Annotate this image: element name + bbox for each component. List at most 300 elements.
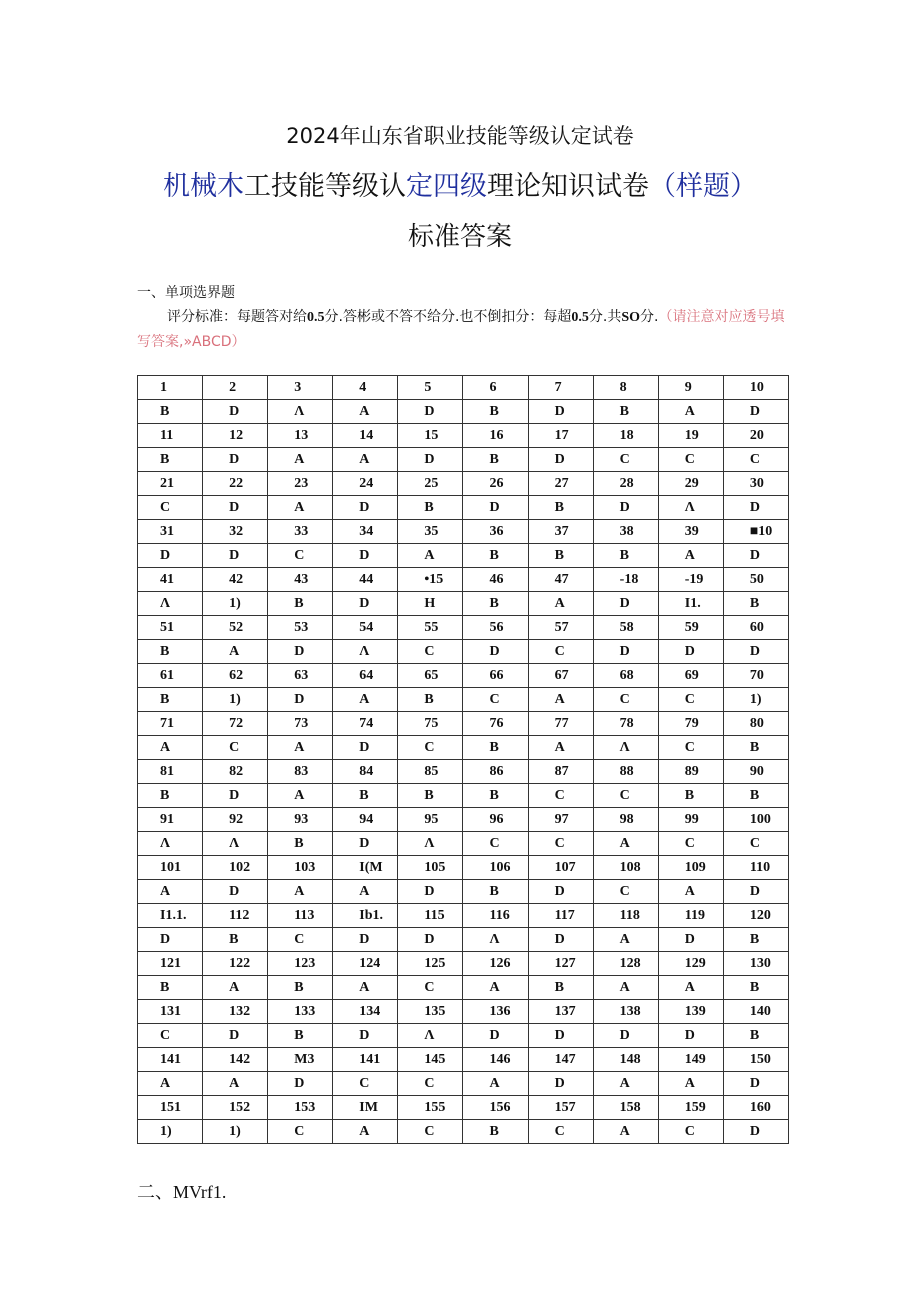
question-number-row <box>138 616 789 640</box>
answer-cell: D <box>398 448 463 472</box>
answer-cell: D <box>528 880 593 904</box>
answer-cell: D <box>723 880 788 904</box>
question-number-cell: 10 <box>723 376 788 400</box>
question-number-cell: 109 <box>658 856 723 880</box>
question-number-cell: 112 <box>203 904 268 928</box>
paper-title-part: 工技能等级认 <box>244 171 406 202</box>
scoring-rule <box>137 305 789 354</box>
answer-row <box>138 976 789 1000</box>
answer-cell: B <box>398 496 463 520</box>
answer-cell: D <box>333 592 398 616</box>
answer-cell: B <box>463 400 528 424</box>
question-number-cell: 56 <box>463 616 528 640</box>
question-number-cell: 33 <box>268 520 333 544</box>
answer-cell: D <box>138 544 203 568</box>
question-number-cell: 60 <box>723 616 788 640</box>
question-number-cell: 4 <box>333 376 398 400</box>
question-number-cell: 35 <box>398 520 463 544</box>
answer-cell: B <box>398 688 463 712</box>
question-number-cell: 16 <box>463 424 528 448</box>
answer-cell: C <box>268 544 333 568</box>
question-number-cell: 61 <box>138 664 203 688</box>
answer-row <box>138 736 789 760</box>
question-number-cell: 102 <box>203 856 268 880</box>
answer-row <box>138 448 789 472</box>
question-number-cell: 133 <box>268 1000 333 1024</box>
question-number-cell: 93 <box>268 808 333 832</box>
answer-cell: A <box>658 1072 723 1096</box>
question-number-cell: 41 <box>138 568 203 592</box>
answer-row <box>138 400 789 424</box>
question-number-cell: 94 <box>333 808 398 832</box>
question-number-cell: M3 <box>268 1048 333 1072</box>
question-number-cell: 160 <box>723 1096 788 1120</box>
question-number-cell: 110 <box>723 856 788 880</box>
question-number-cell: 2 <box>203 376 268 400</box>
answer-cell: D <box>723 544 788 568</box>
rule-text: 分.答彬或不答不给分.也不倒扣分：每超 <box>324 309 572 325</box>
answer-row <box>138 880 789 904</box>
answer-cell: D <box>333 736 398 760</box>
question-number-cell: 89 <box>658 760 723 784</box>
answer-cell: C <box>658 832 723 856</box>
answer-cell: A <box>333 1120 398 1144</box>
answer-cell: C <box>723 832 788 856</box>
answer-cell: D <box>463 640 528 664</box>
answer-cell: C <box>398 976 463 1000</box>
answer-cell: A <box>268 496 333 520</box>
answer-cell: B <box>463 592 528 616</box>
question-number-cell: 30 <box>723 472 788 496</box>
question-number-cell: 71 <box>138 712 203 736</box>
question-number-cell: 55 <box>398 616 463 640</box>
answer-cell: D <box>203 784 268 808</box>
question-number-cell: 108 <box>593 856 658 880</box>
question-number-cell: 149 <box>658 1048 723 1072</box>
question-number-cell: 128 <box>593 952 658 976</box>
answer-cell: Λ <box>333 640 398 664</box>
answer-cell: C <box>398 640 463 664</box>
answer-cell: D <box>658 640 723 664</box>
question-number-cell: 117 <box>528 904 593 928</box>
question-number-cell: 28 <box>593 472 658 496</box>
paper-title-part: 机械木 <box>163 171 244 202</box>
answer-cell: A <box>203 640 268 664</box>
question-number-row <box>138 664 789 688</box>
question-number-cell: 90 <box>723 760 788 784</box>
question-number-cell: 11 <box>138 424 203 448</box>
question-number-cell: 72 <box>203 712 268 736</box>
question-number-cell: 155 <box>398 1096 463 1120</box>
answer-cell: B <box>268 592 333 616</box>
question-number-cell: 7 <box>528 376 593 400</box>
answer-cell: A <box>333 880 398 904</box>
question-number-cell: 62 <box>203 664 268 688</box>
question-number-cell: 59 <box>658 616 723 640</box>
answer-cell: A <box>658 400 723 424</box>
question-number-cell: 76 <box>463 712 528 736</box>
question-number-cell: 69 <box>658 664 723 688</box>
answer-cell: B <box>268 976 333 1000</box>
answer-cell: D <box>203 544 268 568</box>
answer-cell: D <box>528 928 593 952</box>
question-number-cell: 29 <box>658 472 723 496</box>
answer-cell: A <box>138 736 203 760</box>
section2-heading: 二、MVrf1. <box>137 1182 227 1202</box>
question-number-row <box>138 1048 789 1072</box>
rule-number: 0.5 <box>307 310 325 325</box>
question-number-cell: 65 <box>398 664 463 688</box>
answer-cell: D <box>268 688 333 712</box>
rule-note: （请注意对应透号填写答案,»ABCD） <box>137 309 785 350</box>
answer-cell: Λ <box>138 832 203 856</box>
question-number-cell: 126 <box>463 952 528 976</box>
answer-row <box>138 832 789 856</box>
question-number-cell: 99 <box>658 808 723 832</box>
answer-cell: D <box>593 640 658 664</box>
answer-cell: B <box>463 784 528 808</box>
answer-cell: C <box>398 1120 463 1144</box>
question-number-cell: 148 <box>593 1048 658 1072</box>
answer-cell: B <box>463 544 528 568</box>
answer-cell: C <box>268 1120 333 1144</box>
answer-cell: A <box>333 448 398 472</box>
answer-cell: H <box>398 592 463 616</box>
question-number-cell: 36 <box>463 520 528 544</box>
answer-cell: C <box>658 736 723 760</box>
question-number-row <box>138 904 789 928</box>
answer-cell: D <box>268 1072 333 1096</box>
question-number-cell: 68 <box>593 664 658 688</box>
question-number-cell: 157 <box>528 1096 593 1120</box>
answer-cell: D <box>593 496 658 520</box>
answer-cell: D <box>723 1072 788 1096</box>
question-number-row <box>138 712 789 736</box>
question-number-cell: 85 <box>398 760 463 784</box>
answer-cell: C <box>658 448 723 472</box>
question-number-row <box>138 376 789 400</box>
question-number-row <box>138 1000 789 1024</box>
answer-cell: D <box>203 880 268 904</box>
answer-cell: A <box>268 736 333 760</box>
answer-cell: A <box>138 880 203 904</box>
question-number-cell: 12 <box>203 424 268 448</box>
question-number-cell: 95 <box>398 808 463 832</box>
answer-cell: 1) <box>203 688 268 712</box>
question-number-cell: 17 <box>528 424 593 448</box>
question-number-cell: ■10 <box>723 520 788 544</box>
answer-cell: A <box>593 928 658 952</box>
answer-cell: D <box>203 1024 268 1048</box>
paper-title-part: 定四级 <box>406 171 487 202</box>
question-number-cell: 145 <box>398 1048 463 1072</box>
question-number-cell: 91 <box>138 808 203 832</box>
question-number-cell: 97 <box>528 808 593 832</box>
answer-cell: D <box>658 1024 723 1048</box>
answer-cell: A <box>658 976 723 1000</box>
question-number-row <box>138 856 789 880</box>
answer-cell: D <box>203 496 268 520</box>
answer-cell: B <box>333 784 398 808</box>
answer-cell: B <box>723 736 788 760</box>
answer-row <box>138 544 789 568</box>
question-number-cell: 42 <box>203 568 268 592</box>
answer-cell: C <box>528 832 593 856</box>
answer-cell: A <box>203 1072 268 1096</box>
question-number-cell: 31 <box>138 520 203 544</box>
question-number-cell: -19 <box>658 568 723 592</box>
question-number-cell: 125 <box>398 952 463 976</box>
question-number-cell: 58 <box>593 616 658 640</box>
answer-row <box>138 592 789 616</box>
question-number-cell: 14 <box>333 424 398 448</box>
answer-cell: B <box>463 880 528 904</box>
question-number-row <box>138 568 789 592</box>
answer-row <box>138 640 789 664</box>
question-number-cell: 92 <box>203 808 268 832</box>
answer-cell: D <box>593 1024 658 1048</box>
answer-cell: D <box>333 496 398 520</box>
answer-cell: A <box>333 400 398 424</box>
answer-cell: A <box>203 976 268 1000</box>
question-number-cell: 6 <box>463 376 528 400</box>
answer-cell: B <box>138 976 203 1000</box>
question-number-cell: 74 <box>333 712 398 736</box>
answer-cell: B <box>138 688 203 712</box>
answer-cell: D <box>723 496 788 520</box>
question-number-cell: 136 <box>463 1000 528 1024</box>
question-number-cell: 66 <box>463 664 528 688</box>
answer-cell: Λ <box>268 400 333 424</box>
answer-cell: D <box>723 640 788 664</box>
answer-cell: B <box>203 928 268 952</box>
paper-title-part: 理论知识试卷 <box>487 171 649 202</box>
question-number-cell: I(M <box>333 856 398 880</box>
answer-cell: 1) <box>723 688 788 712</box>
answer-cell: B <box>528 496 593 520</box>
answer-cell: B <box>593 544 658 568</box>
answer-cell: D <box>398 880 463 904</box>
answer-row <box>138 1120 789 1144</box>
answer-cell: A <box>658 544 723 568</box>
answer-cell: D <box>138 928 203 952</box>
answer-cell: D <box>658 928 723 952</box>
answer-cell: C <box>723 448 788 472</box>
answer-cell: D <box>528 1072 593 1096</box>
question-number-cell: 84 <box>333 760 398 784</box>
answer-cell: A <box>593 1120 658 1144</box>
question-number-cell: 141 <box>138 1048 203 1072</box>
question-number-cell: 86 <box>463 760 528 784</box>
answer-cell: A <box>593 1072 658 1096</box>
question-number-cell: 113 <box>268 904 333 928</box>
answer-cell: B <box>723 928 788 952</box>
answer-cell: I1. <box>658 592 723 616</box>
rule-number: 0.5 <box>571 310 589 325</box>
answer-row <box>138 688 789 712</box>
question-number-cell: 119 <box>658 904 723 928</box>
answer-cell: A <box>268 448 333 472</box>
question-number-cell: 98 <box>593 808 658 832</box>
question-number-cell: 106 <box>463 856 528 880</box>
question-number-cell: 5 <box>398 376 463 400</box>
answer-cell: B <box>463 736 528 760</box>
question-number-row <box>138 808 789 832</box>
answer-cell: B <box>658 784 723 808</box>
exam-title: 2024年山东省职业技能等级认定试卷 <box>286 124 634 148</box>
question-number-cell: 34 <box>333 520 398 544</box>
question-number-cell: 32 <box>203 520 268 544</box>
answer-row <box>138 784 789 808</box>
question-number-cell: 19 <box>658 424 723 448</box>
answer-cell: Λ <box>593 736 658 760</box>
question-number-cell: 158 <box>593 1096 658 1120</box>
answer-cell: B <box>528 544 593 568</box>
answer-cell: D <box>528 1024 593 1048</box>
answer-cell: C <box>203 736 268 760</box>
question-number-row <box>138 472 789 496</box>
answer-cell: A <box>138 1072 203 1096</box>
question-number-row <box>138 424 789 448</box>
answer-cell: B <box>528 976 593 1000</box>
question-number-cell: 3 <box>268 376 333 400</box>
question-number-cell: 44 <box>333 568 398 592</box>
question-number-cell: 26 <box>463 472 528 496</box>
question-number-cell: 100 <box>723 808 788 832</box>
question-number-cell: 152 <box>203 1096 268 1120</box>
answer-cell: D <box>528 400 593 424</box>
question-number-cell: 70 <box>723 664 788 688</box>
answer-cell: D <box>333 544 398 568</box>
question-number-cell: 15 <box>398 424 463 448</box>
question-number-cell: 118 <box>593 904 658 928</box>
question-number-cell: 21 <box>138 472 203 496</box>
answer-cell: D <box>333 832 398 856</box>
question-number-cell: 156 <box>463 1096 528 1120</box>
question-number-cell: 39 <box>658 520 723 544</box>
answer-row <box>138 928 789 952</box>
question-number-cell: 37 <box>528 520 593 544</box>
answer-cell: B <box>463 448 528 472</box>
question-number-cell: 23 <box>268 472 333 496</box>
question-number-cell: 134 <box>333 1000 398 1024</box>
answer-cell: D <box>463 496 528 520</box>
question-number-cell: 18 <box>593 424 658 448</box>
question-number-cell: IM <box>333 1096 398 1120</box>
question-number-cell: 87 <box>528 760 593 784</box>
question-number-cell: 80 <box>723 712 788 736</box>
question-number-cell: 57 <box>528 616 593 640</box>
answer-cell: D <box>528 448 593 472</box>
answer-cell: B <box>138 784 203 808</box>
answer-cell: B <box>138 400 203 424</box>
answer-cell: D <box>398 400 463 424</box>
question-number-cell: 103 <box>268 856 333 880</box>
answer-row <box>138 496 789 520</box>
answer-cell: C <box>398 736 463 760</box>
question-number-cell: 122 <box>203 952 268 976</box>
answer-cell: C <box>593 784 658 808</box>
question-number-cell: •15 <box>398 568 463 592</box>
question-number-cell: 22 <box>203 472 268 496</box>
question-number-cell: 123 <box>268 952 333 976</box>
answer-cell: D <box>723 400 788 424</box>
question-number-cell: 129 <box>658 952 723 976</box>
answer-cell: B <box>723 1024 788 1048</box>
question-number-cell: 67 <box>528 664 593 688</box>
answer-cell: D <box>268 640 333 664</box>
answer-cell: A <box>593 976 658 1000</box>
question-number-cell: 153 <box>268 1096 333 1120</box>
answer-row <box>138 1024 789 1048</box>
answer-key-title: 标准答案 <box>407 222 512 252</box>
answer-cell: D <box>203 400 268 424</box>
question-number-cell: 73 <box>268 712 333 736</box>
answer-cell: A <box>268 880 333 904</box>
answer-cell: C <box>528 1120 593 1144</box>
answer-cell: D <box>333 1024 398 1048</box>
question-number-cell: 130 <box>723 952 788 976</box>
answer-cell: A <box>333 688 398 712</box>
question-number-cell: 159 <box>658 1096 723 1120</box>
answer-cell: A <box>528 592 593 616</box>
question-number-cell: 54 <box>333 616 398 640</box>
answer-cell: Λ <box>463 928 528 952</box>
answer-cell: C <box>463 688 528 712</box>
question-number-cell: 8 <box>593 376 658 400</box>
question-number-cell: 82 <box>203 760 268 784</box>
answer-cell: A <box>463 1072 528 1096</box>
question-number-cell: 124 <box>333 952 398 976</box>
question-number-cell: 107 <box>528 856 593 880</box>
answer-cell: C <box>463 832 528 856</box>
question-number-cell: 88 <box>593 760 658 784</box>
answer-cell: B <box>268 832 333 856</box>
question-number-cell: 140 <box>723 1000 788 1024</box>
question-number-cell: 121 <box>138 952 203 976</box>
question-number-cell: 137 <box>528 1000 593 1024</box>
answer-cell: C <box>528 784 593 808</box>
answer-cell: C <box>593 448 658 472</box>
answer-cell: B <box>463 1120 528 1144</box>
answer-cell: C <box>528 640 593 664</box>
rule-text: 分.共 <box>588 309 622 325</box>
answer-cell: C <box>593 688 658 712</box>
question-number-cell: 83 <box>268 760 333 784</box>
question-number-cell: 77 <box>528 712 593 736</box>
answer-cell: C <box>333 1072 398 1096</box>
question-number-row <box>138 520 789 544</box>
answer-cell: B <box>398 784 463 808</box>
answer-cell: C <box>593 880 658 904</box>
answer-cell: B <box>268 1024 333 1048</box>
answer-row <box>138 1072 789 1096</box>
question-number-cell: 24 <box>333 472 398 496</box>
question-number-cell: 146 <box>463 1048 528 1072</box>
question-number-cell: 135 <box>398 1000 463 1024</box>
question-number-cell: 127 <box>528 952 593 976</box>
answer-cell: 1) <box>203 1120 268 1144</box>
question-number-cell: 1 <box>138 376 203 400</box>
answer-cell: A <box>398 544 463 568</box>
question-number-cell: 101 <box>138 856 203 880</box>
question-number-cell: 52 <box>203 616 268 640</box>
question-number-cell: 116 <box>463 904 528 928</box>
answer-cell: A <box>658 880 723 904</box>
question-number-cell: 78 <box>593 712 658 736</box>
question-number-cell: 141 <box>333 1048 398 1072</box>
paper-title-part: （样题） <box>649 171 757 202</box>
